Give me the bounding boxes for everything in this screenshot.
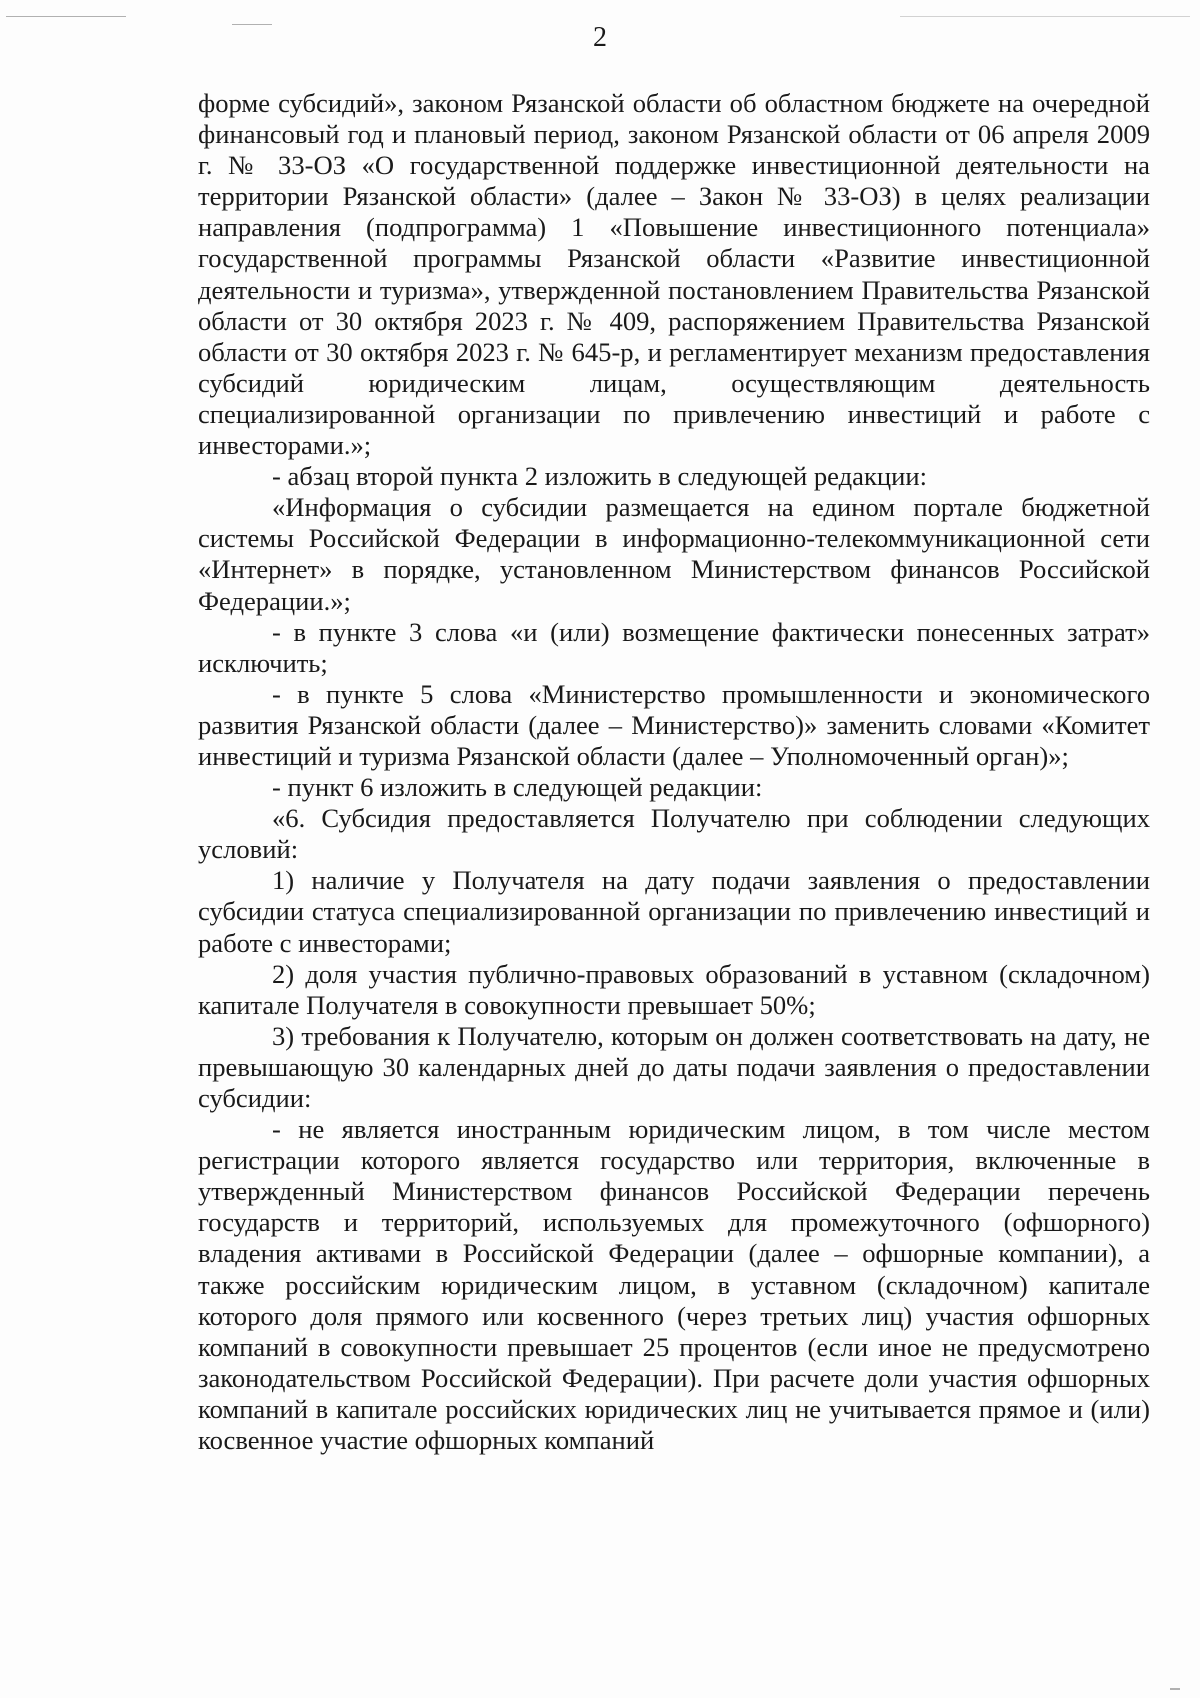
paragraph: 2) доля участия публично-правовых образований в уставном (складочном) капитале Получателя в совокупности превышает 50%; xyxy=(198,958,1150,1020)
paragraph: - абзац второй пункта 2 изложить в следующей редакции: xyxy=(272,461,927,492)
paragraph: - в пункте 3 слова «и (или) возмещение фактически понесенных затрат» исключить; xyxy=(198,616,1150,678)
scan-artifact-top-right xyxy=(900,16,1190,17)
paragraph: - в пункте 5 слова «Министерство промышленности и экономического развития Рязанской области (далее – Министерство)» заменить словами «Комитет инвестиций и туризма Рязанской области (далее – Уполномоченный орган)»; xyxy=(198,678,1150,771)
paragraph: «6. Субсидия предоставляется Получателю при соблюдении следующих условий: xyxy=(198,803,1150,865)
scan-artifact-bottom-right xyxy=(1170,1688,1180,1690)
paragraph: - пункт 6 изложить в следующей редакции: xyxy=(272,772,763,803)
paragraph: - не является иностранным юридическим лицом, в том числе местом регистрации которого является государство или территория, включенные в утвержденный Министерством финансов Российской Федерации перечень государств и территорий, используемых для промежуточного (офшорного) владения активами в Российской Федерации (далее – офшорные компании), а также российским юридическим лицом, в уставном (складочном) капитале которого доля прямого или косвенного (через третьих лиц) участия офшорных компаний в совокупности превышает 25 процентов (если иное не предусмотрено законодательством Российской Федерации). При расчете доли участия офшорных компаний в капитале российских юридических лиц не учитывается прямое и (или) косвенное участие офшорных компаний xyxy=(198,1114,1150,1456)
paragraph: 1) наличие у Получателя на дату подачи заявления о предоставлении субсидии статуса специализированной организации по привлечению инвестиций и работе с инвесторами; xyxy=(198,865,1150,958)
paragraph: «Информация о субсидии размещается на едином портале бюджетной системы Российской Федерации в информационно-телекоммуникационной сети «Интернет» в порядке, установленном Министерством финансов Российской Федерации.»; xyxy=(198,492,1150,616)
page-number: 2 xyxy=(593,22,607,53)
paragraph: форме субсидий», законом Рязанской области об областном бюджете на очередной финансовый год и плановый период, законом Рязанской области от 06 апреля 2009 г. № 33-ОЗ «О государственной поддержке инвестиционной деятельности на территории Рязанской области» (далее – Закон № 33-ОЗ) в целях реализации направления (подпрограмма) 1 «Повышение инвестиционного потенциала» государственной программы Рязанской области «Развитие инвестиционной деятельности и туризма», утвержденной постановлением Правительства Рязанской области от 30 октября 2023 г. № 409, распоряжением Правительства Рязанской области от 30 октября 2023 г. № 645-р, и регламентирует механизм предоставления субсидий юридическим лицам, осуществляющим деятельность специализированной организации по привлечению инвестиций и работе с инвесторами.»; xyxy=(198,88,1150,461)
document-body xyxy=(198,88,1150,1456)
paragraph: 3) требования к Получателю, которым он должен соответствовать на дату, не превышающую 30 календарных дней до даты подачи заявления о предоставлении субсидии: xyxy=(198,1020,1150,1113)
scan-artifact-top-left xyxy=(6,16,126,17)
